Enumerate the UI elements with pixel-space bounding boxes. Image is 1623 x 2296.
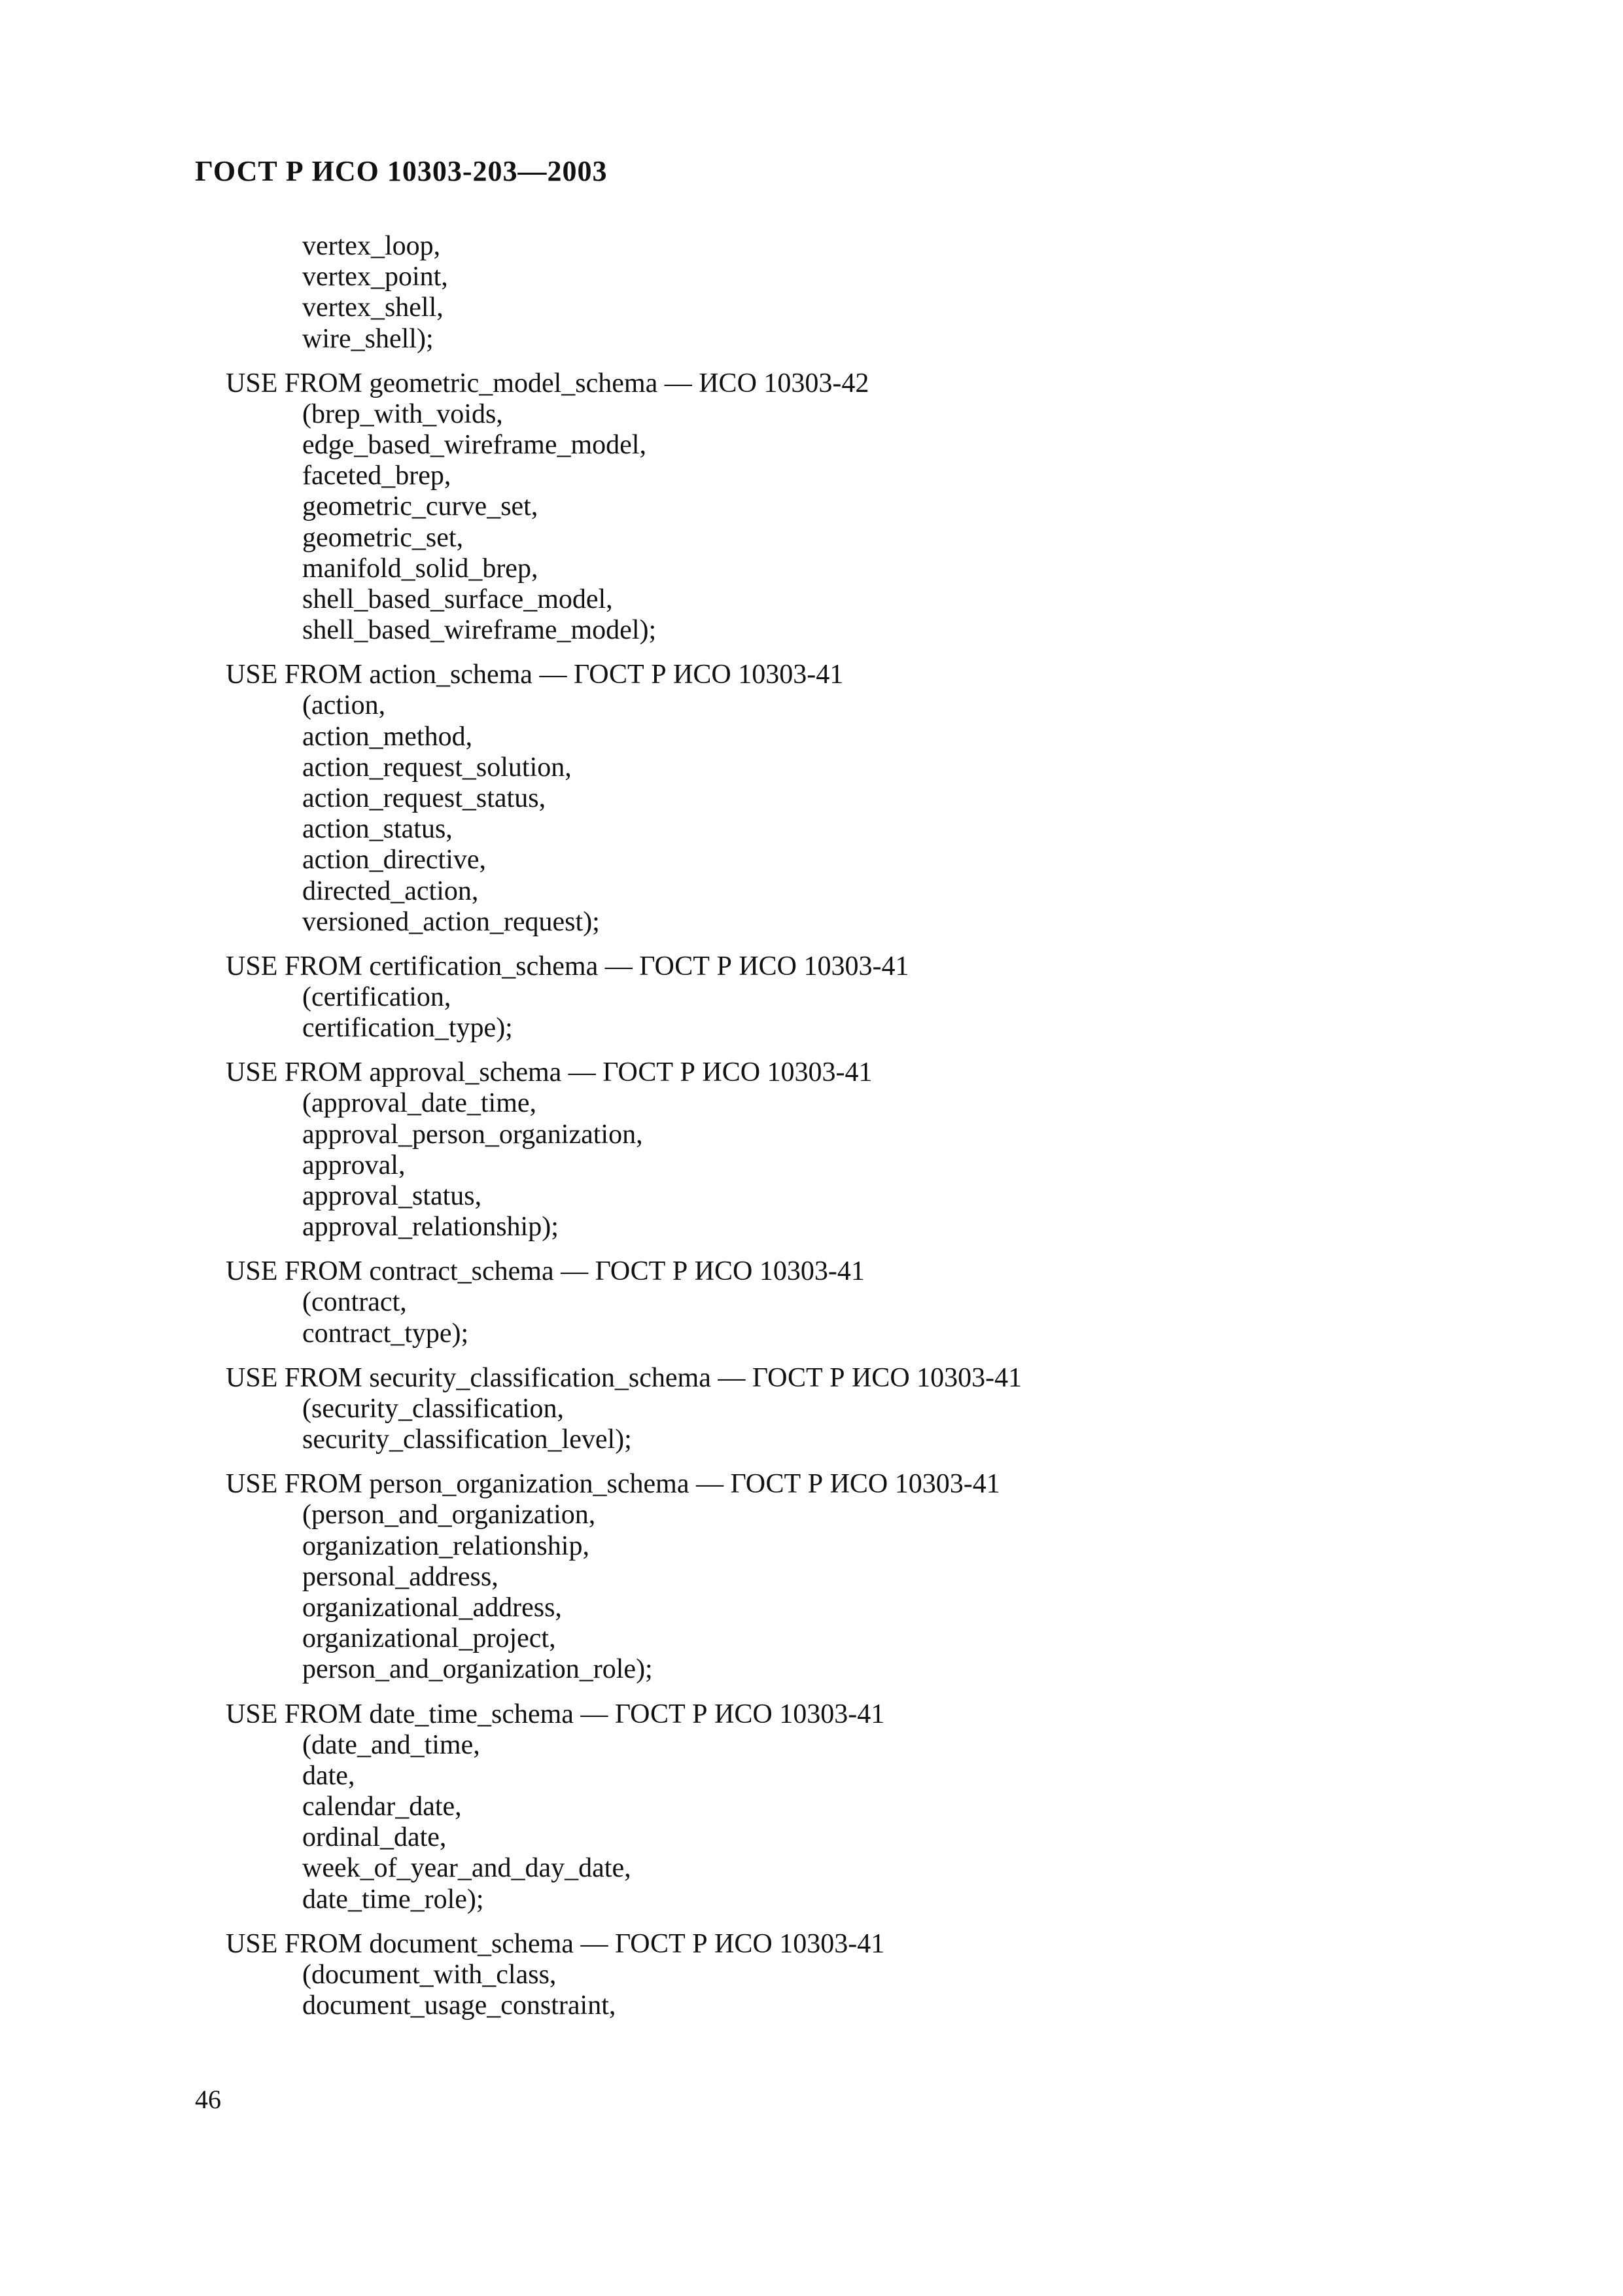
entity-name: directed_action, (302, 875, 479, 906)
entity-name: (certification, (302, 982, 451, 1013)
entity-name: approval_relationship); (302, 1212, 559, 1243)
use-from-statement: USE FROM action_schema — ГОСТ Р ИСО 10303-41 (226, 660, 844, 690)
use-from-statement: USE FROM certification_schema — ГОСТ Р ИСО 10303-41 (226, 951, 909, 982)
use-from-statement: USE FROM security_classification_schema — ГОСТ Р ИСО 10303-41 (226, 1362, 1022, 1393)
entity-name: shell_based_wireframe_model); (302, 615, 657, 646)
entity-list (302, 399, 1534, 646)
entity-list (302, 1088, 1534, 1243)
entity-name: (date_and_time, (302, 1729, 480, 1760)
entity-name: organization_relationship, (302, 1530, 589, 1561)
entity-name: document_usage_constraint, (302, 1990, 616, 2021)
entity-name: edge_based_wireframe_model, (302, 430, 646, 461)
entity-name: calendar_date, (302, 1791, 462, 1822)
use-from-block (226, 368, 1534, 646)
use-from-block (226, 1057, 1534, 1243)
entity-name: person_and_organization_role); (302, 1654, 653, 1685)
page-header-title: ГОСТ Р ИСО 10303-203—2003 (195, 155, 608, 187)
entity-name: vertex_point, (302, 262, 448, 292)
entity-name: (brep_with_voids, (302, 398, 503, 429)
use-from-statement: USE FROM document_schema — ГОСТ Р ИСО 10303-41 (226, 1928, 885, 1959)
entity-name: action_request_solution, (302, 752, 572, 783)
entity-name: action_directive, (302, 845, 487, 875)
entity-list (302, 1730, 1534, 1915)
entity-name: ordinal_date, (302, 1822, 447, 1853)
entity-list (302, 1960, 1534, 2021)
entity-name: approval_person_organization, (302, 1119, 643, 1150)
use-from-block (226, 231, 1534, 355)
use-from-statement: USE FROM approval_schema — ГОСТ Р ИСО 10303-41 (226, 1057, 873, 1088)
entity-name: geometric_curve_set, (302, 491, 538, 522)
entity-name: organizational_project, (302, 1623, 556, 1654)
entity-name: action_method, (302, 721, 473, 752)
use-from-block (226, 1256, 1534, 1349)
entity-name: personal_address, (302, 1561, 498, 1592)
entity-name: geometric_set, (302, 522, 464, 553)
entity-name: date, (302, 1760, 355, 1791)
entity-list (302, 1287, 1534, 1349)
use-from-statement: USE FROM contract_schema — ГОСТ Р ИСО 10303-41 (226, 1256, 865, 1287)
use-from-statement: USE FROM person_organization_schema — ГОСТ Р ИСО 10303-41 (226, 1469, 1000, 1500)
use-from-block (226, 659, 1534, 938)
use-from-statement: USE FROM geometric_model_schema — ИСО 10303-42 (226, 368, 869, 398)
entity-list (302, 231, 1534, 355)
entity-name: (approval_date_time, (302, 1088, 537, 1119)
use-from-statement: USE FROM date_time_schema — ГОСТ Р ИСО 10303-41 (226, 1699, 885, 1729)
entity-name: (document_with_class, (302, 1959, 557, 1990)
entity-name: contract_type); (302, 1318, 469, 1349)
entity-name: certification_type); (302, 1013, 513, 1044)
entity-name: vertex_loop, (302, 231, 441, 261)
entity-name: wire_shell); (302, 323, 434, 354)
entity-name: faceted_brep, (302, 461, 451, 491)
entity-name: action_status, (302, 814, 453, 845)
use-from-block (226, 1468, 1534, 1685)
use-from-block (226, 951, 1534, 1044)
entity-name: manifold_solid_brep, (302, 553, 538, 584)
entity-name: versioned_action_request); (302, 906, 600, 937)
entity-name: (action, (302, 690, 386, 721)
entity-name: (person_and_organization, (302, 1500, 596, 1530)
use-from-block (226, 1928, 1534, 2021)
entity-name: (security_classification, (302, 1393, 565, 1424)
entity-name: security_classification_level); (302, 1424, 632, 1455)
entity-name: vertex_shell, (302, 292, 444, 323)
entity-name: organizational_address, (302, 1592, 562, 1623)
entity-name: week_of_year_and_day_date, (302, 1853, 631, 1884)
entity-list (302, 1394, 1534, 1455)
entity-name: approval_status, (302, 1181, 482, 1212)
entity-name: approval, (302, 1150, 406, 1180)
schema-import-list (226, 231, 1534, 2034)
entity-name: shell_based_surface_model, (302, 584, 613, 615)
entity-list (302, 982, 1534, 1044)
entity-name: action_request_status, (302, 783, 546, 814)
entity-name: (contract, (302, 1287, 407, 1318)
entity-list (302, 1500, 1534, 1685)
entity-list (302, 690, 1534, 938)
use-from-block (226, 1362, 1534, 1455)
page-number: 46 (195, 2085, 221, 2114)
entity-name: date_time_role); (302, 1884, 484, 1915)
use-from-block (226, 1699, 1534, 1915)
